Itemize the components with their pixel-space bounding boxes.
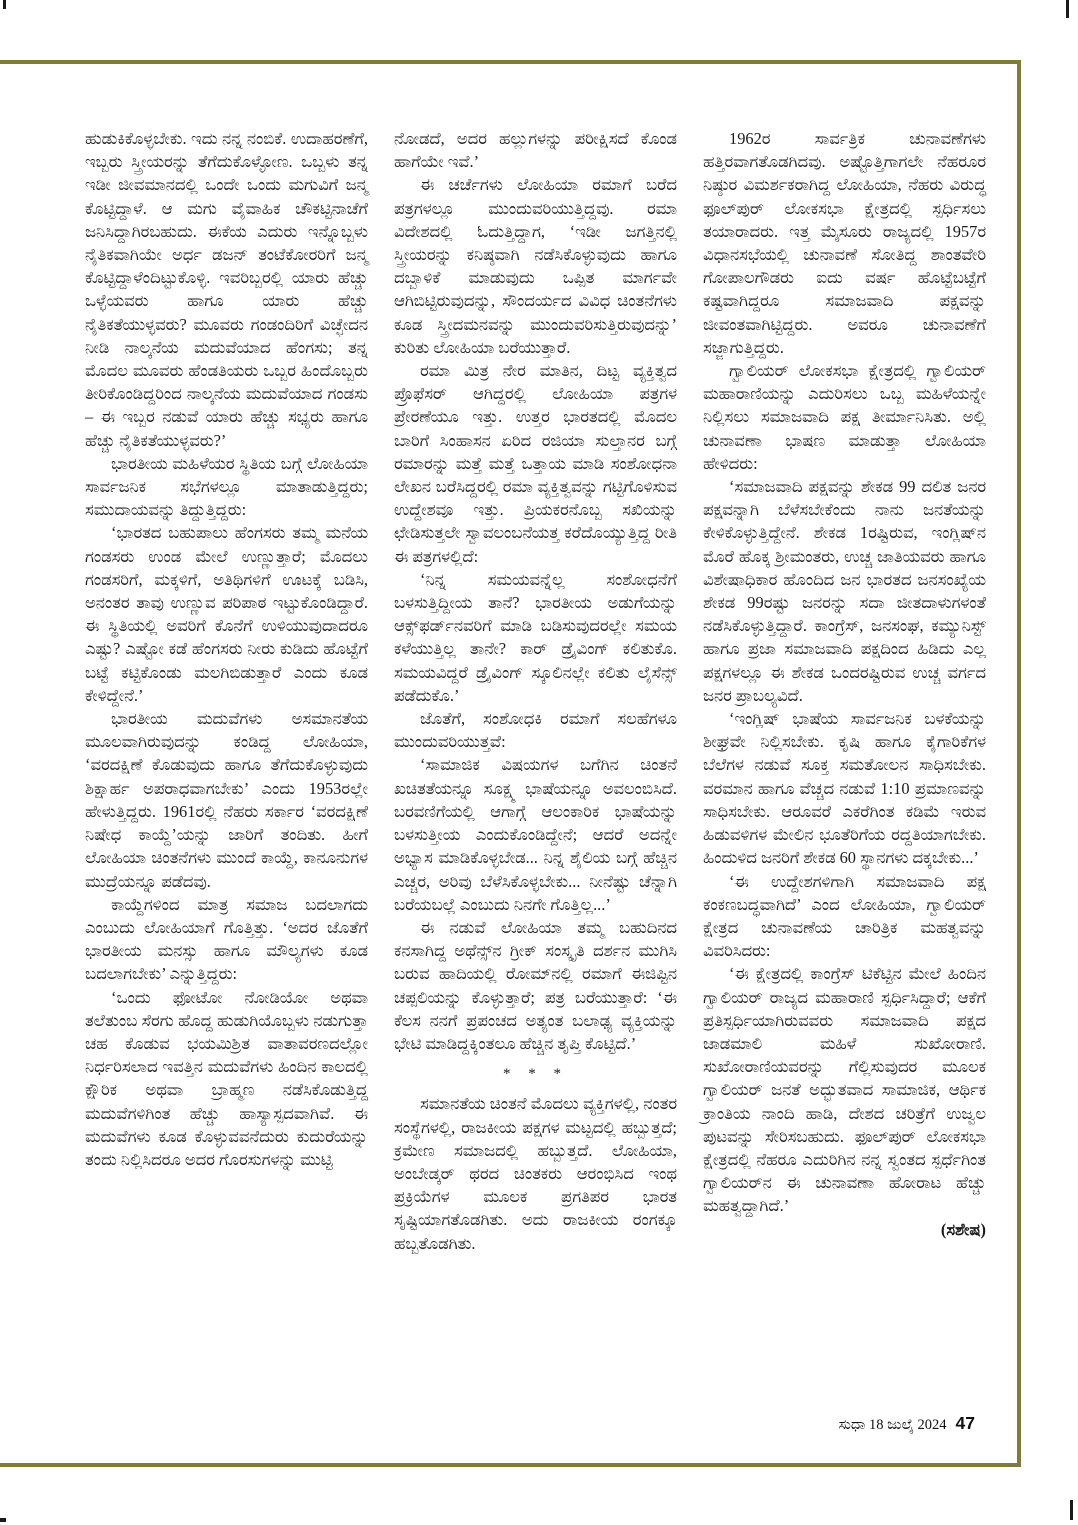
paragraph: ‘ಭಾರತದ ಬಹುಪಾಲು ಹೆಂಗಸರು ತಮ್ಮ ಮನೆಯ ಗಂಡಸರು ಉಂಡ ಮೇಲೆ ಉಣ್ಣುತ್ತಾರೆ; ಮೊದಲು ಗಂಡಸರಿಗೆ, ಮಕ್ಕಳಿಗೆ, ಅತಿಥಿಗಳಿಗೆ ಊಟಕ್ಕೆ ಬಡಿಸಿ, ಅನಂತರ ತಾವು ಉಣ್ಣುವ ಪರಿಪಾಠ ಇಟ್ಟುಕೊಂಡಿದ್ದಾರೆ. ಈ ಸ್ಥಿತಿಯಲ್ಲಿ ಅವರಿಗೆ ಕೊನೆಗೆ ಉಳಿಯುವುದಾದರೂ ಎಷ್ಟು? ಎಷ್ಟೋ ಕಡೆ ಹೆಂಗಸರು ನೀರು ಕುಡಿದು ಹೊಟ್ಟೆಗೆ ಬಟ್ಟೆ ಕಟ್ಟಿಕೊಂಡು ಮಲಗಿಬಿಡುತ್ತಾರೆ ಎಂದು ಕೂಡ ಕೇಳಿದ್ದೇನೆ.’	[85, 523, 368, 705]
paragraph: ಕಾಯ್ದೆಗಳಿಂದ ಮಾತ್ರ ಸಮಾಜ ಬದಲಾಗದು ಎಂಬುದು ಲೋಹಿಯಾಗೆ ಗೊತ್ತಿತ್ತು. ‘ಅದರ ಜೊತೆಗೆ ಭಾರತೀಯ ಮನಸ್ಸು ಹಾಗೂ ಮೌಲ್ಯಗಳು ಕೂಡ ಬದಲಾಗಬೇಕು’ ಎನ್ನುತ್ತಿದ್ದರು:	[85, 894, 368, 984]
paragraph: ‘ಈ ಕ್ಷೇತ್ರದಲ್ಲಿ ಕಾಂಗ್ರೆಸ್ ಟಿಕೆಟ್ಟಿನ ಮೇಲೆ ಹಿಂದಿನ ಗ್ವಾಲಿಯರ್ ರಾಜ್ಯದ ಮಹಾರಾಣಿ ಸ್ಪರ್ಧಿಸಿದ್ದಾರೆ; ಆಕೆಗೆ ಪ್ರತಿಸ್ಪರ್ಧಿಯಾಗಿರುವವರು ಸಮಾಜವಾದಿ ಪಕ್ಷದ ಜಾಡಮಾಲಿ ಮಹಿಳೆ ಸುಖೋರಾಣಿ. ಸುಖೋರಾಣಿಯವರನ್ನು ಗೆಲ್ಲಿಸುವುದರ ಮೂಲಕ ಗ್ವಾಲಿಯರ್ ಜನತೆ ಅದ್ಭುತವಾದ ಸಾಮಾಜಿಕ, ಆರ್ಥಿಕ ಕ್ರಾಂತಿಯ ನಾಂದಿ ಹಾಡಿ, ದೇಶದ ಚರಿತ್ರೆಗೆ ಉಜ್ವಲ ಪುಟವನ್ನು ಸೇರಿಸಬಹುದು. ಫೂಲ್‌ಪುರ್ ಲೋಕಸಭಾ ಕ್ಷೇತ್ರದಲ್ಲಿ ನೆಹರೂ ಎದುರಿಗಿನ ನನ್ನ ಸ್ವಂತದ ಸ್ಪರ್ಧೆಗಿಂತ ಗ್ವಾಲಿಯರ್‌ನ ಈ ಚುನಾವಣಾ ಹೋರಾಟ ಹೆಚ್ಚು ಮಹತ್ವದ್ದಾಗಿದೆ.’	[703, 964, 986, 1216]
crop-mark-top-left	[3, 0, 6, 9]
paragraph: ‘ಇಂಗ್ಲಿಷ್ ಭಾಷೆಯ ಸಾರ್ವಜನಿಕ ಬಳಕೆಯನ್ನು ಶೀಘ್ರವೇ ನಿಲ್ಲಿಸಬೇಕು. ಕೃಷಿ ಹಾಗೂ ಕೈಗಾರಿಕೆಗಳ ಬೆಲೆಗಳ ನಡುವೆ ಸೂಕ್ತ ಸಮತೋಲನ ಸಾಧಿಸಬೇಕು. ವರಮಾನ ಹಾಗೂ ವೆಚ್ಚದ ನಡುವೆ 1:10 ಪ್ರಮಾಣವನ್ನು ಸಾಧಿಸಬೇಕು. ಆರೂವರೆ ಎಕರೆಗಿಂತ ಕಡಿಮೆ ಇರುವ ಹಿಡುವಳಿಗಳ ಮೇಲಿನ ಭೂತೆರಿಗೆಯ ರದ್ದತಿಯಾಗಬೇಕು. ಹಿಂದುಳಿದ ಜನರಿಗೆ ಶೇಕಡ 60 ಸ್ಥಾನಗಳು ದಕ್ಕಬೇಕು...’	[703, 709, 986, 868]
paragraph: ಜೊತೆಗೆ, ಸಂಶೋಧಕಿ ರಮಾಗೆ ಸಲಹೆಗಳೂ ಮುಂದುವರಿಯುತ್ತವೆ:	[394, 709, 677, 752]
paragraph: ‘ಸಾಮಾಜಿಕ ವಿಷಯಗಳ ಬಗೆಗಿನ ಚಿಂತನೆ ಖಚಿತತೆಯನ್ನೂ ಸೂಕ್ಷ್ಮ ಭಾಷೆಯನ್ನೂ ಅವಲಂಬಿಸಿದೆ. ಬರವಣಿಗೆಯಲ್ಲಿ ಆಗಾಗ್ಗೆ ಆಲಂಕಾರಿಕ ಭಾಷೆಯನ್ನು ಬಳಸುತ್ತೀಯ ಎಂದುಕೊಂಡಿದ್ದೇನೆ; ಆದರೆ ಅದನ್ನೇ ಅಭ್ಯಾಸ ಮಾಡಿಕೊಳ್ಳಬೇಡ... ನಿನ್ನ ಶೈಲಿಯ ಬಗ್ಗೆ ಹೆಚ್ಚಿನ ಎಚ್ಚರ, ಅರಿವು ಬೆಳೆಸಿಕೊಳ್ಳಬೇಕು... ನೀನೆಷ್ಟು ಚೆನ್ನಾಗಿ ಬರೆಯಬಲ್ಲೆ ಎಂಬುದು ನಿನಗೇ ಗೊತ್ತಿಲ್ಲ...’	[394, 755, 677, 914]
crop-mark-top-right	[1066, 0, 1069, 18]
paragraph: ‘ಈ ಉದ್ದೇಶಗಳಿಗಾಗಿ ಸಮಾಜವಾದಿ ಪಕ್ಷ ಕಂಕಣಬದ್ಧವಾಗಿದೆ’ ಎಂದ ಲೋಹಿಯಾ, ಗ್ವಾಲಿಯರ್ ಕ್ಷೇತ್ರದ ಚುನಾವಣೆಯ ಚಾರಿತ್ರಿಕ ಮಹತ್ವವನ್ನು ವಿವರಿಸಿದರು:	[703, 871, 986, 961]
article-body	[85, 127, 986, 1255]
text-column-3	[703, 127, 986, 1255]
crop-mark-bottom-left	[0, 1518, 6, 1522]
crop-mark-bottom-right	[1070, 1500, 1073, 1520]
paragraph: ಸಮಾನತೆಯ ಚಿಂತನೆ ಮೊದಲು ವ್ಯಕ್ತಿಗಳಲ್ಲಿ, ನಂತರ ಸಂಸ್ಥೆಗಳಲ್ಲಿ, ರಾಜಕೀಯ ಪಕ್ಷಗಳ ಮಟ್ಟದಲ್ಲಿ ಹಬ್ಬುತ್ತದೆ; ಕ್ರಮೇಣ ಸಮಾಜದಲ್ಲಿ ಹಬ್ಬುತ್ತದೆ. ಲೋಹಿಯಾ, ಅಂಬೇಡ್ಕರ್ ಥರದ ಚಿಂತಕರು ಆರಂಭಿಸಿದ ಇಂಥ ಪ್ರಕ್ರಿಯೆಗಳ ಮೂಲಕ ಪ್ರಗತಿಪರ ಭಾರತ ಸೃಷ್ಟಿಯಾಗತೊಡಗಿತು. ಅದು ರಾಜಕೀಯ ರಂಗಕ್ಕೂ ಹಬ್ಬತೊಡಗಿತು.	[394, 1094, 677, 1253]
section-separator: * * *	[503, 1066, 568, 1083]
page-footer	[0, 1413, 975, 1434]
paragraph: ರಮಾ ಮಿತ್ರ ನೇರ ಮಾತಿನ, ದಿಟ್ಟ ವ್ಯಕ್ತಿತ್ವದ ಪ್ರೊಫೆಸರ್ ಆಗಿದ್ದರಲ್ಲಿ ಲೋಹಿಯಾ ಪತ್ರಗಳ ಪ್ರೇರಣೆಯೂ ಇತ್ತು. ಉತ್ತರ ಭಾರತದಲ್ಲಿ ಮೊದಲ ಬಾರಿಗೆ ಸಿಂಹಾಸನ ಏರಿದ ರಜಿಯಾ ಸುಲ್ತಾನರ ಬಗ್ಗೆ ರಮಾರನ್ನು ಮತ್ತೆ ಮತ್ತೆ ಒತ್ತಾಯ ಮಾಡಿ ಸಂಶೋಧನಾ ಲೇಖನ ಬರೆಸಿದ್ದರಲ್ಲಿ ರಮಾ ವ್ಯಕ್ತಿತ್ವವನ್ನು ಗಟ್ಟಿಗೊಳಿಸುವ ಉದ್ದೇಶವೂ ಇತ್ತು. ಪ್ರಿಯಕರನೊಬ್ಬ ಸಖಿಯನ್ನು ಛೇಡಿಸುತ್ತಲೇ ಸ್ವಾವಲಂಬನೆಯತ್ತ ಕರೆದೊಯ್ಯುತ್ತಿದ್ದ ರೀತಿ ಈ ಪತ್ರಗಳಲ್ಲಿದೆ:	[394, 361, 677, 566]
paragraph: ‘ಒಂದು ಫೋಟೋ ನೋಡಿಯೋ ಅಥವಾ ತಲೆತುಂಬ ಸೆರಗು ಹೊದ್ದ ಹುಡುಗಿಯೊಬ್ಬಳು ನಡುಗುತ್ತಾ ಚಹ ಕೊಡುವ ಭಯಮಿಶ್ರಿತ ವಾತಾವರಣದಲ್ಲೋ ನಿರ್ಧರಿಸಲಾದ ಇವತ್ತಿನ ಮದುವೆಗಳು ಹಿಂದಿನ ಕಾಲದಲ್ಲಿ ಕ್ಷೌರಿಕ ಅಥವಾ ಬ್ರಾಹ್ಮಣ ನಡೆಸಿಕೊಡುತ್ತಿದ್ದ ಮದುವೆಗಳಿಗಿಂತ ಹೆಚ್ಚು ಹಾಸ್ಯಾಸ್ಪದವಾಗಿವೆ. ಈ ಮದುವೆಗಳು ಕೂಡ ಕೊಳ್ಳುವವನೆದುರು ಕುದುರೆಯನ್ನು ತಂದು ನಿಲ್ಲಿಸಿದರೂ ಅದರ ಗೊರಸುಗಳನ್ನು ಮುಟ್ಟಿ	[85, 987, 368, 1169]
paragraph: 1962ರ ಸಾರ್ವತ್ರಿಕ ಚುನಾವಣೆಗಳು ಹತ್ತಿರವಾಗತೊಡಗಿದವು. ಅಷ್ಟೊತ್ತಿಗಾಗಲೇ ನೆಹರೂರ ನಿಷ್ಠುರ ವಿಮರ್ಶಕರಾಗಿದ್ದ ಲೋಹಿಯಾ, ನೆಹರು ವಿರುದ್ಧ ಫೂಲ್‌ಪುರ್ ಲೋಕಸಭಾ ಕ್ಷೇತ್ರದಲ್ಲಿ ಸ್ಪರ್ಧಿಸಲು ತಯಾರಾದರು. ಇತ್ತ ಮೈಸೂರು ರಾಜ್ಯದಲ್ಲಿ 1957ರ ವಿಧಾನಸಭೆಯಲ್ಲಿ ಚುನಾವಣೆ ಸೋತಿದ್ದ ಶಾಂತವೇರಿ ಗೋಪಾಲಗೌಡರು ಐದು ವರ್ಷ ಹೊಟ್ಟೆಬಟ್ಟೆಗೆ ಕಷ್ಟವಾಗಿದ್ದರೂ ಸಮಾಜವಾದಿ ಪಕ್ಷವನ್ನು ಜೀವಂತವಾಗಿಟ್ಟಿದ್ದರು. ಅವರೂ ಚುನಾವಣೆಗೆ ಸಜ್ಜಾಗುತ್ತಿದ್ದರು.	[703, 129, 986, 357]
paragraph: ಈ ಚರ್ಚೆಗಳು ಲೋಹಿಯಾ ರಮಾಗೆ ಬರೆದ ಪತ್ರಗಳಲ್ಲೂ ಮುಂದುವರಿಯುತ್ತಿದ್ದವು. ರಮಾ ವಿದೇಶದಲ್ಲಿ ಓದುತ್ತಿದ್ದಾಗ, ‘ಇಡೀ ಜಗತ್ತಿನಲ್ಲಿ ಸ್ತ್ರೀಯರನ್ನು ಕನಿಷ್ಠವಾಗಿ ನಡೆಸಿಕೊಳ್ಳುವುದು ಹಾಗೂ ದಬ್ಬಾಳಿಕೆ ಮಾಡುವುದು ಒಪ್ಪಿತ ಮಾರ್ಗವೇ ಆಗಿಬಿಟ್ಟಿರುವುದನ್ನು, ಸೌಂದರ್ಯದ ವಿವಿಧ ಚಿಂತನೆಗಳು ಕೂಡ ಸ್ತ್ರೀದಮನವನ್ನು ಮುಂದುವರಿಸುತ್ತಿರುವುದನ್ನು’ ಕುರಿತು ಲೋಹಿಯಾ ಬರೆಯುತ್ತಾರೆ.	[394, 175, 677, 357]
paragraph: ‘ಸಮಾಜವಾದಿ ಪಕ್ಷವನ್ನು ಶೇಕಡ 99 ದಲಿತ ಜನರ ಪಕ್ಷವನ್ನಾಗಿ ಬೆಳೆಸಬೇಕೆಂದು ನಾನು ಜನತೆಯನ್ನು ಕೇಳಿಕೊಳ್ಳುತ್ತಿದ್ದೇನೆ. ಶೇಕಡ 1ರಷ್ಟಿರುವ, ಇಂಗ್ಲಿಷ್‌ನ ಮೊರೆ ಹೊಕ್ಕ ಶ್ರೀಮಂತರು, ಉಚ್ಚ ಜಾತಿಯವರು ಹಾಗೂ ವಿಶೇಷಾಧಿಕಾರ ಹೊಂದಿದ ಜನ ಭಾರತದ ಜನಸಂಖ್ಯೆಯ ಶೇಕಡ 99ರಷ್ಟು ಜನರನ್ನು ಸದಾ ಜೀತದಾಳುಗಳಂತೆ ನಡೆಸಿಕೊಳ್ಳುತ್ತಿದ್ದಾರೆ. ಕಾಂಗ್ರೆಸ್, ಜನಸಂಘ, ಕಮ್ಯುನಿಸ್ಟ್ ಹಾಗೂ ಪ್ರಜಾ ಸಮಾಜವಾದಿ ಪಕ್ಷದಿಂದ ಹಿಡಿದು ಎಲ್ಲ ಪಕ್ಷಗಳಲ್ಲೂ ಈ ಶೇಕಡ ಒಂದರಷ್ಟಿರುವ ಉಚ್ಚ ವರ್ಗದ ಜನರ ಪ್ರಾಬಲ್ಯವಿದೆ.	[703, 477, 986, 705]
paragraph: ಹುಡುಕಿಕೊಳ್ಳಬೇಕು. ಇದು ನನ್ನ ನಂಬಿಕೆ. ಉದಾಹರಣೆಗೆ, ಇಬ್ಬರು ಸ್ತ್ರೀಯರನ್ನು ತೆಗೆದುಕೊಳ್ಳೋಣ. ಒಬ್ಬಳು ತನ್ನ ಇಡೀ ಜೀವಮಾನದಲ್ಲಿ ಒಂದೇ ಒಂದು ಮಗುವಿಗೆ ಜನ್ಮ ಕೊಟ್ಟಿದ್ದಾಳೆ. ಆ ಮಗು ವೈವಾಹಿಕ ಚೌಕಟ್ಟಿನಾಚೆಗೆ ಜನಿಸಿದ್ದಾಗಿರಬಹುದು. ಈಕೆಯ ಎದುರು ಇನ್ನೊಬ್ಬಳು ನೈತಿಕವಾಗಿಯೇ ಅರ್ಧ ಡಜನ್ ತಂಟೆಕೋರರಿಗೆ ಜನ್ಮ ಕೊಟ್ಟಿದ್ದಾಳೆಂದಿಟ್ಟುಕೊಳ್ಳಿ. ಇವರಿಬ್ಬರಲ್ಲಿ ಯಾರು ಹೆಚ್ಚು ಒಳ್ಳೆಯವರು ಹಾಗೂ ಯಾರು ಹೆಚ್ಚು ನೈತಿಕತೆಯುಳ್ಳವರು? ಮೂವರು ಗಂಡಂದಿರಿಗೆ ವಿಚ್ಛೇದನ ನೀಡಿ ನಾಲ್ಕನೆಯ ಮದುವೆಯಾದ ಹೆಂಗಸು; ತನ್ನ ಮೊದಲ ಮೂವರು ಹೆಂಡತಿಯರು ಒಬ್ಬರ ಹಿಂದೊಬ್ಬರು ತೀರಿಕೊಂಡಿದ್ದರಿಂದ ನಾಲ್ಕನೆಯ ಮದುವೆಯಾದ ಗಂಡಸು – ಈ ಇಬ್ಬರ ನಡುವೆ ಯಾರು ಹೆಚ್ಚು ಸಭ್ಯರು ಹಾಗೂ ಹೆಚ್ಚು ನೈತಿಕತೆಯುಳ್ಳವರು?’	[85, 129, 368, 450]
text-column-1	[85, 127, 368, 1255]
to-be-continued-signoff: (ಸಶೇಷ)	[940, 1219, 986, 1239]
paragraph: ಈ ನಡುವೆ ಲೋಹಿಯಾ ತಮ್ಮ ಬಹುದಿನದ ಕನಸಾಗಿದ್ದ ಅಥೆನ್ಸ್‌ನ ಗ್ರೀಕ್ ಸಂಸ್ಕೃತಿ ದರ್ಶನ ಮುಗಿಸಿ ಬರುವ ಹಾದಿಯಲ್ಲಿ ರೋಮ್‌ನಲ್ಲಿ ರಮಾಗೆ ಈಜಿಪ್ಟಿನ ಚಪ್ಪಲಿಯನ್ನು ಕೊಳ್ಳುತ್ತಾರೆ; ಪತ್ರ ಬರೆಯುತ್ತಾರೆ: ‘ಈ ಕೆಲಸ ನನಗೆ ಪ್ರಪಂಚದ ಅತ್ಯಂತ ಬಲಾಢ್ಯ ವ್ಯಕ್ತಿಯನ್ನು ಭೇಟಿ ಮಾಡಿದ್ದಕ್ಕಿಂತಲೂ ಹೆಚ್ಚಿನ ತೃಪ್ತಿ ಕೊಟ್ಟಿದೆ.’	[394, 917, 677, 1053]
paragraph: ಭಾರತೀಯ ಮಹಿಳೆಯರ ಸ್ಥಿತಿಯ ಬಗ್ಗೆ ಲೋಹಿಯಾ ಸಾರ್ವಜನಿಕ ಸಭೆಗಳಲ್ಲೂ ಮಾತಾಡುತ್ತಿದ್ದರು; ಸಮುದಾಯವನ್ನು ತಿದ್ದುತ್ತಿದ್ದರು:	[85, 453, 368, 520]
paragraph: ‘ನಿನ್ನ ಸಮಯವನ್ನೆಲ್ಲ ಸಂಶೋಧನೆಗೆ ಬಳಸುತ್ತಿದ್ದೀಯ ತಾನೆ? ಭಾರತೀಯ ಅಡುಗೆಯನ್ನು ಆಕ್ಸ್‌ಫರ್ಡ್‌ನವರಿಗೆ ಮಾಡಿ ಬಡಿಸುವುದರಲ್ಲೇ ಸಮಯ ಕಳೆಯುತ್ತಿಲ್ಲ ತಾನೇ? ಕಾರ್ ಡ್ರೈವಿಂಗ್ ಕಲಿತುಕೊ. ಸಮಯವಿದ್ದರೆ ಡ್ರೈವಿಂಗ್ ಸ್ಕೂಲಿನಲ್ಲೇ ಕಲಿತು ಲೈಸೆನ್ಸ್ ಪಡೆದುಕೊ.’	[394, 569, 677, 705]
paragraph: ನೋಡದೆ, ಅದರ ಹಲ್ಲುಗಳನ್ನು ಪರೀಕ್ಷಿಸದೆ ಕೊಂಡ ಹಾಗೆಯೇ ಇವೆ.’	[394, 129, 677, 172]
paragraph: ಗ್ವಾಲಿಯರ್ ಲೋಕಸಭಾ ಕ್ಷೇತ್ರದಲ್ಲಿ ಗ್ವಾಲಿಯರ್ ಮಹಾರಾಣಿಯನ್ನು ಎದುರಿಸಲು ಒಬ್ಬ ಮಹಿಳೆಯನ್ನೇ ನಿಲ್ಲಿಸಲು ಸಮಾಜವಾದಿ ಪಕ್ಷ ತೀರ್ಮಾನಿಸಿತು. ಅಲ್ಲಿ ಚುನಾವಣಾ ಭಾಷಣ ಮಾಡುತ್ತಾ ಲೋಹಿಯಾ ಹೇಳಿದರು:	[703, 361, 986, 473]
magazine-credit: ಸುಧಾ 18 ಜುಲೈ 2024	[838, 1417, 947, 1433]
page-number: 47	[955, 1413, 975, 1433]
text-column-2	[394, 127, 677, 1255]
paragraph: ಭಾರತೀಯ ಮದುವೆಗಳು ಅಸಮಾನತೆಯ ಮೂಲವಾಗಿರುವುದನ್ನು ಕಂಡಿದ್ದ ಲೋಹಿಯಾ, ‘ವರದಕ್ಷಿಣೆ ಕೊಡುವುದು ಹಾಗೂ ತೆಗೆದುಕೊಳ್ಳುವುದು ಶಿಕ್ಷಾರ್ಹ ಅಪರಾಧವಾಗಬೇಕು’ ಎಂದು 1953ರಲ್ಲೇ ಹೇಳುತ್ತಿದ್ದರು. 1961ರಲ್ಲಿ ನೆಹರು ಸರ್ಕಾರ ‘ವರದಕ್ಷಿಣೆ ನಿಷೇಧ ಕಾಯ್ದೆ’ಯನ್ನು ಜಾರಿಗೆ ತಂದಿತು. ಹೀಗೆ ಲೋಹಿಯಾ ಚಿಂತನೆಗಳು ಮುಂದೆ ಕಾಯ್ದೆ, ಕಾನೂನುಗಳ ಮುದ್ರೆಯನ್ನೂ ಪಡೆದವು.	[85, 709, 368, 891]
